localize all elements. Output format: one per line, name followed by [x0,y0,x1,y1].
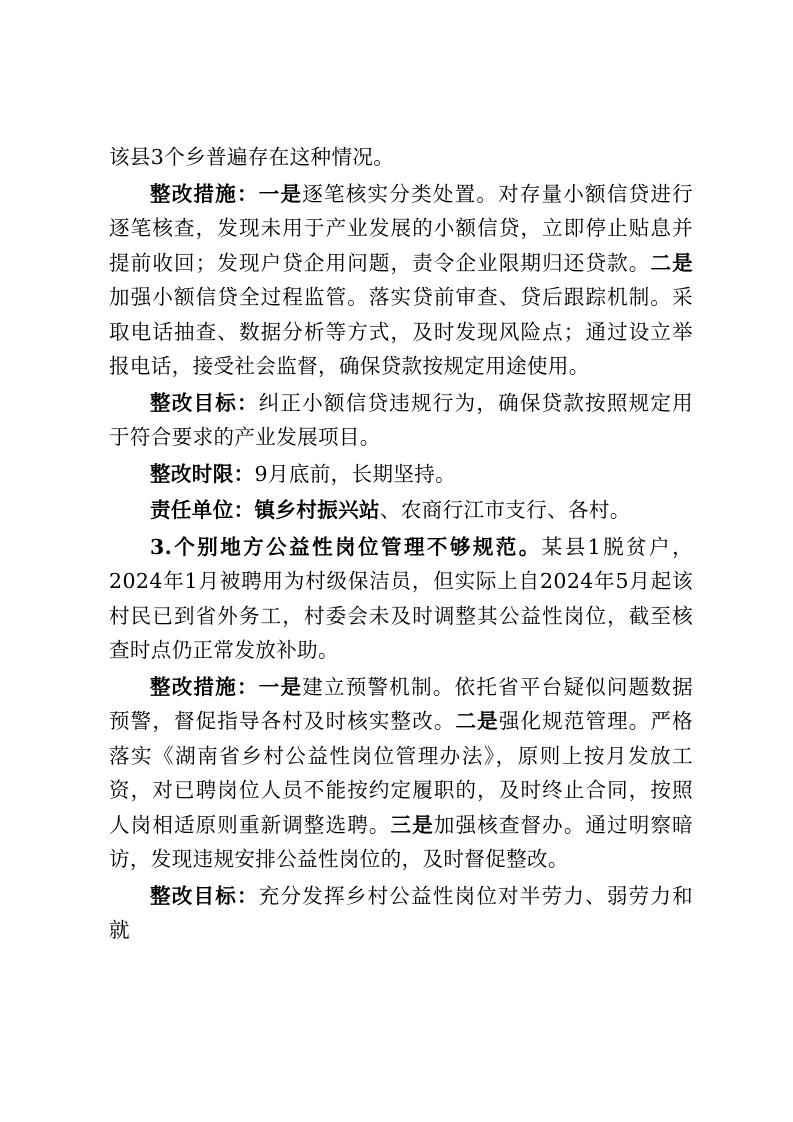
step-two-text: 加强小额信贷全过程监管。落实贷前审查、贷后跟踪机制。采取电话抽查、数据分析等方式，及时发现风险点；通过设立举报电话，接受社会监督，确保贷款按规定用途使用。 [109,285,693,378]
goal-heading: 整改目标： [150,883,259,908]
deadline-heading: 整改时限： [150,461,255,486]
step-one-text: 建立预警机制。依托省平台疑似问题数据预警，督促指导各村及时核实整改。 [109,674,694,733]
paragraph-goal-2 [109,879,693,948]
responsible-unit-text: 、农商行江市支行、各村。 [379,498,631,522]
responsible-unit-bold: 镇乡村振兴站 [254,498,380,522]
paragraph-measures-2 [109,670,693,877]
deadline-text: 9月底前，长期坚持。 [254,461,457,486]
step-one-label: 一是 [258,674,303,699]
issue-heading: 3.个别地方公益性岗位管理不够规范。 [150,534,542,559]
step-two-label: 二是 [650,250,693,275]
step-three-label: 三是 [390,812,434,837]
measures-heading: 整改措施： [150,181,259,206]
paragraph-issue-3 [109,530,693,668]
step-one-label: 一是 [258,181,303,206]
goal-text: 纠正小额信贷违规行为，确保贷款按照规定用于符合要求的产业发展项目。 [109,390,694,449]
responsible-heading: 责任单位： [150,498,255,522]
paragraph-deadline [109,457,693,492]
step-three-text: 加强核查督办。通过明察暗访，发现违规安排公益性岗位的，及时督促整改。 [109,812,693,871]
paragraph-measures-1 [109,177,693,384]
issue-text: 某县1脱贫户，2024年1月被聘用为村级保洁员，但实际上自2024年5月起该村民已到省外务工，村委会未及时调整其公益性岗位，截至核查时点仍正常发放补助。 [109,534,693,662]
paragraph-responsible-unit [109,493,693,528]
goal-text: 充分发挥乡村公益性岗位对半劳力、弱劳力和就 [109,883,694,942]
step-two-label: 二是 [455,709,499,733]
paragraph-text: 该县3个乡普遍存在这种情况。 [109,145,395,169]
goal-heading: 整改目标： [150,390,259,415]
step-one-text: 逐笔核实分类处置。对存量小额信贷进行逐笔核查，发现未用于产业发展的小额信贷，立即停止贴息并提前收回；发现户贷企用问题，责令企业限期归还贷款。 [109,181,694,275]
document-body [109,140,693,948]
step-two-text: 强化规范管理。严格落实《湖南省乡村公益性岗位管理办法》，原则上按月发放工资，对已聘岗位人员不能按约定履职的，及时终止合同，按照人岗相适原则重新调整选聘。 [109,709,693,837]
measures-heading: 整改措施： [150,674,259,699]
paragraph-goal-1 [109,386,693,455]
paragraph-continuation [109,140,693,175]
